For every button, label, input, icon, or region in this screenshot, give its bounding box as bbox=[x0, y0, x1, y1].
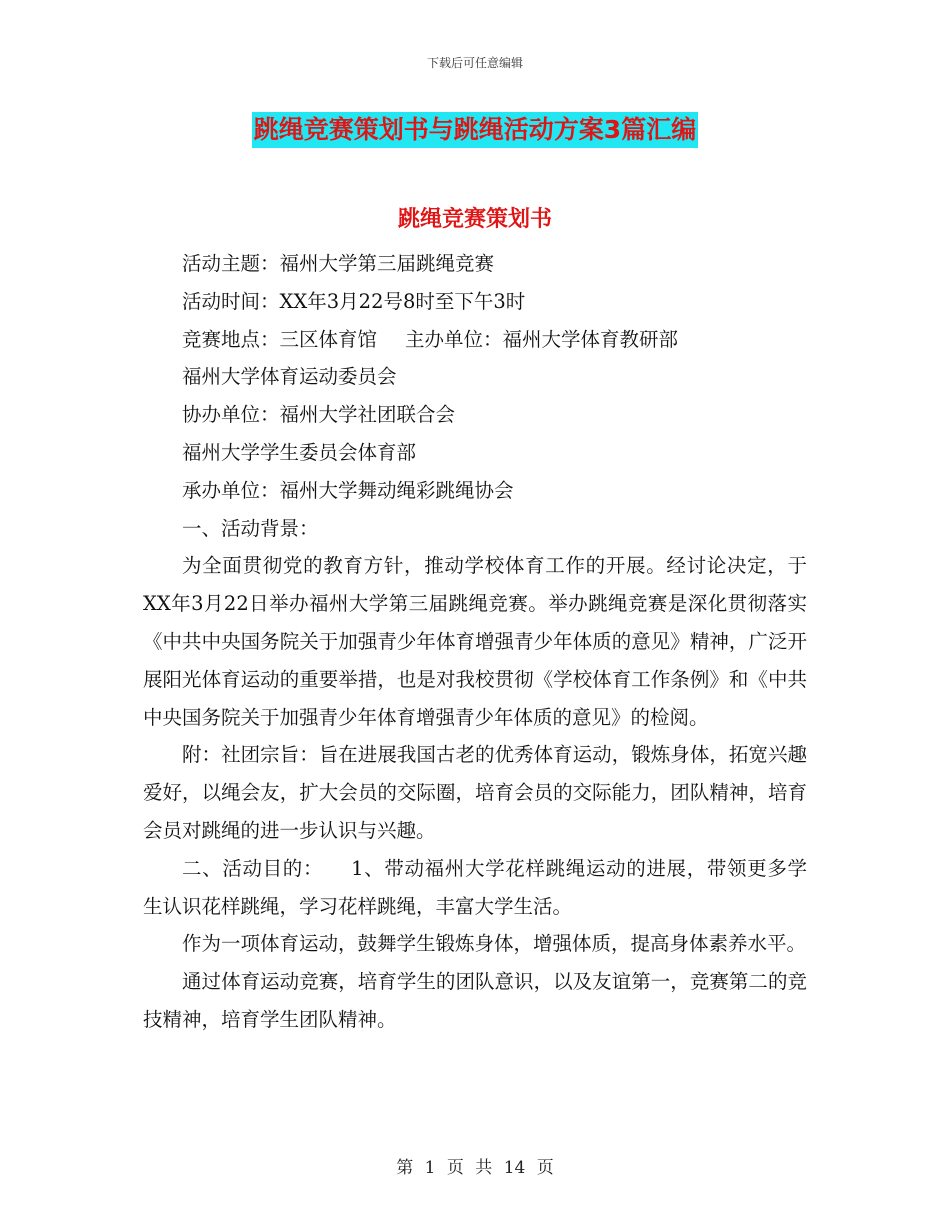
host: 主办单位：福州大学体育教研部 bbox=[405, 327, 679, 351]
purpose-paragraph-1 bbox=[143, 850, 807, 926]
appendix-paragraph: 附：社团宗旨：旨在进展我国古老的优秀体育运动，锻炼身体，拓宽兴趣爱好，以绳会友，扩大会员的交际圈，培育会员的交际能力，团队精神，培育会员对跳绳的进一步认识与兴趣。 bbox=[143, 743, 807, 842]
page-footer: 第 1 页 共 14 页 bbox=[396, 1158, 554, 1178]
purpose-paragraph-3: 通过体育运动竞赛，培育学生的团队意识，以及友谊第一，竞赛第二的竞技精神，培育学生团队精神。 bbox=[143, 970, 807, 1031]
document-body bbox=[143, 245, 807, 1039]
activity-theme: 活动主题：福州大学第三届跳绳竞赛 bbox=[182, 252, 495, 275]
section-title: 跳绳竞赛策划书 bbox=[397, 207, 552, 232]
co-host-secondary: 福州大学学生委员会体育部 bbox=[182, 440, 417, 464]
venue-host-line bbox=[143, 321, 807, 359]
host-secondary: 福州大学体育运动委员会 bbox=[182, 365, 397, 389]
background-paragraph: 为全面贯彻党的教育方针，推动学校体育工作的开展。经讨论决定，于XX年3月22日举办福州大学第三届跳绳竞赛。举办跳绳竞赛是深化贯彻落实《中共中央国务院关于加强青少年体育增强青少年体质的意见》精神，广泛开展阳光体育运动的重要举措，也是对我校贯彻《学校体育工作条例》和《中共中央国务院关于加强青少年体育增强青少年体质的意见》的检阅。 bbox=[143, 554, 807, 729]
organizer: 承办单位：福州大学舞动绳彩跳绳协会 bbox=[182, 478, 514, 502]
purpose-paragraph-2: 作为一项体育运动，鼓舞学生锻炼身体，增强体质，提高身体素养水平。 bbox=[182, 932, 807, 956]
section-heading-purpose: 二、活动目的： bbox=[182, 856, 324, 880]
main-title: 跳绳竞赛策划书与跳绳活动方案3篇汇编 bbox=[252, 112, 698, 148]
co-host: 协办单位：福州大学社团联合会 bbox=[182, 403, 456, 427]
section-heading-background: 一、活动背景： bbox=[182, 516, 319, 540]
venue: 竞赛地点：三区体育馆 bbox=[182, 327, 378, 351]
main-title-container bbox=[0, 112, 950, 148]
purpose-item-1: 1、带动福州大学花样跳绳运动的进展，带领更多学生认识花样跳绳，学习花样跳绳，丰富大学生活。 bbox=[143, 856, 807, 918]
activity-time: 活动时间：XX年3月22号8时至下午3时 bbox=[182, 289, 526, 313]
header-note: 下载后可任意编辑 bbox=[426, 56, 523, 70]
